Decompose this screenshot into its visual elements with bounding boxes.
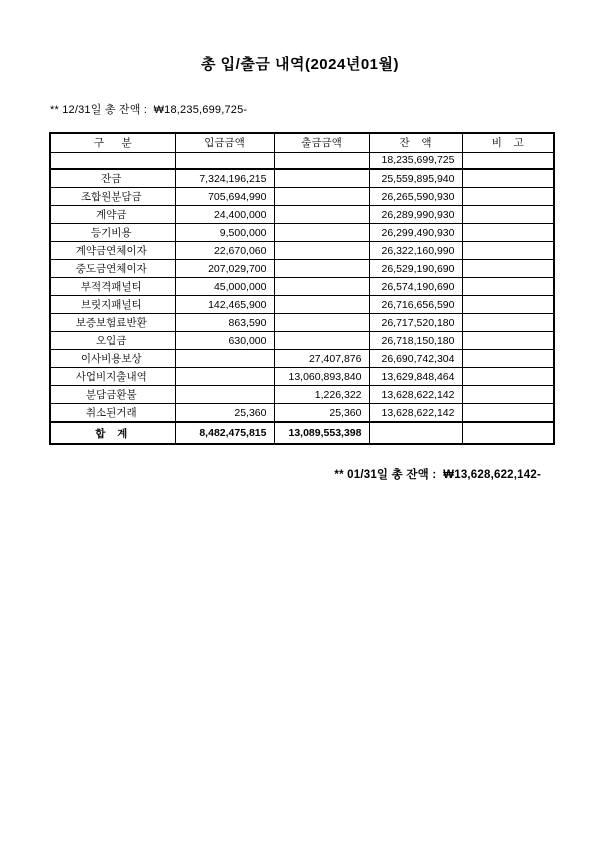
row-remarks <box>462 422 554 444</box>
row-balance-amount: 26,529,190,690 <box>369 260 462 278</box>
row-balance-amount <box>369 422 462 444</box>
row-withdrawal-amount <box>274 314 369 332</box>
row-withdrawal-amount <box>274 242 369 260</box>
table-row <box>50 332 554 350</box>
row-balance-amount: 13,628,622,142 <box>369 404 462 423</box>
table-row <box>50 296 554 314</box>
col-header-remarks: 비 고 <box>462 133 554 152</box>
row-deposit-amount: 7,324,196,215 <box>175 169 274 188</box>
row-withdrawal-amount <box>274 152 369 169</box>
page-title: 총 입/출금 내역(2024년01월) <box>201 56 399 73</box>
table-row <box>50 169 554 188</box>
row-category: 사업비지출내역 <box>50 368 175 386</box>
row-remarks <box>462 242 554 260</box>
row-deposit-amount: 142,465,900 <box>175 296 274 314</box>
row-balance-amount: 26,289,990,930 <box>369 206 462 224</box>
row-category: 합 계 <box>50 422 175 444</box>
row-deposit-amount <box>175 152 274 169</box>
table-row <box>50 368 554 386</box>
row-balance-amount: 26,265,590,930 <box>369 188 462 206</box>
col-header-withdrawal: 출금금액 <box>274 133 369 152</box>
table-row <box>50 422 554 444</box>
row-withdrawal-amount <box>274 260 369 278</box>
row-remarks <box>462 260 554 278</box>
row-deposit-amount <box>175 368 274 386</box>
row-deposit-amount: 45,000,000 <box>175 278 274 296</box>
table-row <box>50 152 554 169</box>
table-row <box>50 350 554 368</box>
row-withdrawal-amount <box>274 224 369 242</box>
row-withdrawal-amount <box>274 188 369 206</box>
row-deposit-amount: 25,360 <box>175 404 274 423</box>
row-withdrawal-amount <box>274 169 369 188</box>
row-remarks <box>462 386 554 404</box>
transaction-table <box>49 132 555 445</box>
row-balance-amount: 26,690,742,304 <box>369 350 462 368</box>
row-balance-amount: 18,235,699,725 <box>369 152 462 169</box>
row-deposit-amount: 207,029,700 <box>175 260 274 278</box>
row-category: 계약금연체이자 <box>50 242 175 260</box>
row-deposit-amount <box>175 350 274 368</box>
row-remarks <box>462 188 554 206</box>
row-category: 보증보험료반환 <box>50 314 175 332</box>
row-category: 브릿지패널티 <box>50 296 175 314</box>
row-category: 조합원분담금 <box>50 188 175 206</box>
row-deposit-amount: 22,670,060 <box>175 242 274 260</box>
row-balance-amount: 13,628,622,142 <box>369 386 462 404</box>
table-body <box>50 152 554 444</box>
col-header-category: 구 분 <box>50 133 175 152</box>
table-row <box>50 386 554 404</box>
row-remarks <box>462 152 554 169</box>
row-balance-amount: 26,299,490,930 <box>369 224 462 242</box>
row-category <box>50 152 175 169</box>
table-row <box>50 314 554 332</box>
table-row <box>50 206 554 224</box>
row-category: 등기비용 <box>50 224 175 242</box>
table-row <box>50 278 554 296</box>
row-category: 계약금 <box>50 206 175 224</box>
row-withdrawal-amount: 13,060,893,840 <box>274 368 369 386</box>
row-remarks <box>462 206 554 224</box>
row-category: 부적격패널티 <box>50 278 175 296</box>
row-deposit-amount: 24,400,000 <box>175 206 274 224</box>
table-header-row <box>50 133 554 152</box>
table-row <box>50 188 554 206</box>
row-category: 중도금연체이자 <box>50 260 175 278</box>
table-header <box>50 133 554 152</box>
opening-balance-note: ** 12/31일 총 잔액 : ₩18,235,699,725- <box>50 104 248 116</box>
row-withdrawal-amount <box>274 206 369 224</box>
row-withdrawal-amount: 27,407,876 <box>274 350 369 368</box>
table-row <box>50 260 554 278</box>
row-category: 잔금 <box>50 169 175 188</box>
row-withdrawal-amount: 1,226,322 <box>274 386 369 404</box>
row-balance-amount: 26,716,656,590 <box>369 296 462 314</box>
table-row <box>50 242 554 260</box>
row-category: 이사비용보상 <box>50 350 175 368</box>
row-balance-amount: 26,322,160,990 <box>369 242 462 260</box>
row-balance-amount: 25,559,895,940 <box>369 169 462 188</box>
col-header-deposit: 입금금액 <box>175 133 274 152</box>
row-withdrawal-amount <box>274 296 369 314</box>
closing-balance-note: ** 01/31일 총 잔액 : ₩13,628,622,142- <box>334 469 541 481</box>
row-remarks <box>462 169 554 188</box>
row-category: 오입금 <box>50 332 175 350</box>
row-deposit-amount: 8,482,475,815 <box>175 422 274 444</box>
row-balance-amount: 26,574,190,690 <box>369 278 462 296</box>
row-remarks <box>462 350 554 368</box>
row-withdrawal-amount: 13,089,553,398 <box>274 422 369 444</box>
row-withdrawal-amount: 25,360 <box>274 404 369 423</box>
row-deposit-amount: 9,500,000 <box>175 224 274 242</box>
row-withdrawal-amount <box>274 278 369 296</box>
row-deposit-amount: 630,000 <box>175 332 274 350</box>
row-deposit-amount: 705,694,990 <box>175 188 274 206</box>
row-remarks <box>462 314 554 332</box>
row-balance-amount: 26,717,520,180 <box>369 314 462 332</box>
row-remarks <box>462 224 554 242</box>
row-category: 취소된거래 <box>50 404 175 423</box>
row-deposit-amount: 863,590 <box>175 314 274 332</box>
row-remarks <box>462 332 554 350</box>
row-balance-amount: 13,629,848,464 <box>369 368 462 386</box>
row-remarks <box>462 368 554 386</box>
row-withdrawal-amount <box>274 332 369 350</box>
table-row <box>50 404 554 423</box>
col-header-balance: 잔 액 <box>369 133 462 152</box>
row-remarks <box>462 404 554 423</box>
table-row <box>50 224 554 242</box>
row-category: 분담금환불 <box>50 386 175 404</box>
row-remarks <box>462 278 554 296</box>
row-deposit-amount <box>175 386 274 404</box>
row-balance-amount: 26,718,150,180 <box>369 332 462 350</box>
row-remarks <box>462 296 554 314</box>
